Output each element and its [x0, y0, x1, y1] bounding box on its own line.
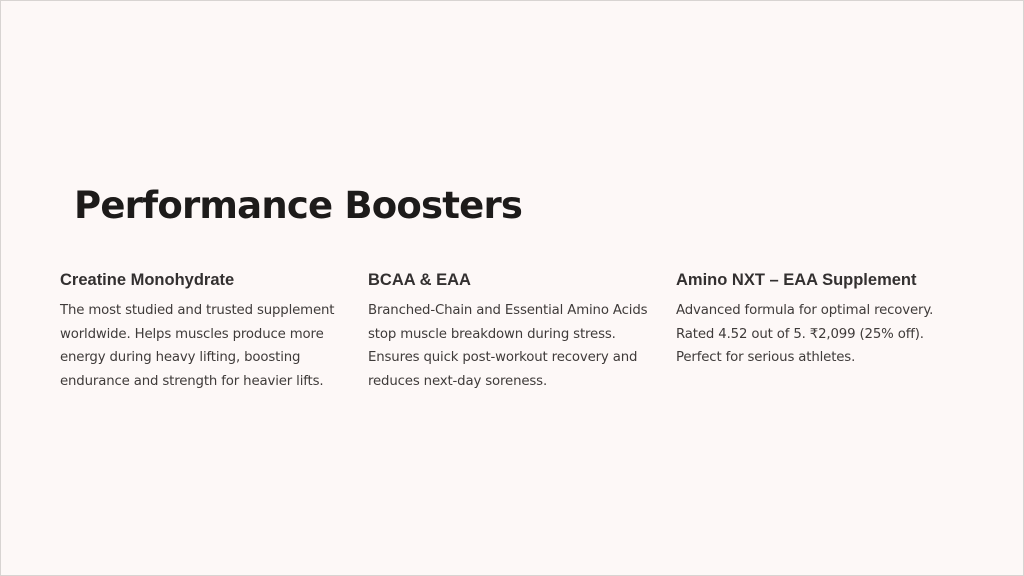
column-amino-nxt: [676, 267, 966, 370]
slide-title: Performance Boosters: [74, 184, 523, 227]
column-heading: BCAA & EAA: [368, 271, 471, 289]
column-creatine: [60, 267, 350, 393]
column-body: Branched-Chain and Essential Amino Acids stop muscle breakdown during stress. Ensures quick post-workout recovery and reduces next-day soreness.: [368, 303, 648, 389]
column-body: Advanced formula for optimal recovery. Rated 4.52 out of 5. ₹2,099 (25% off). Perfect for serious athletes.: [676, 303, 934, 365]
column-heading: Creatine Monohydrate: [60, 271, 235, 289]
column-heading: Amino NXT – EAA Supplement: [676, 271, 917, 289]
column-body: The most studied and trusted supplement worldwide. Helps muscles produce more energy during heavy lifting, boosting endurance and strength for heavier lifts.: [60, 303, 335, 389]
column-bcaa-eaa: [368, 267, 658, 393]
